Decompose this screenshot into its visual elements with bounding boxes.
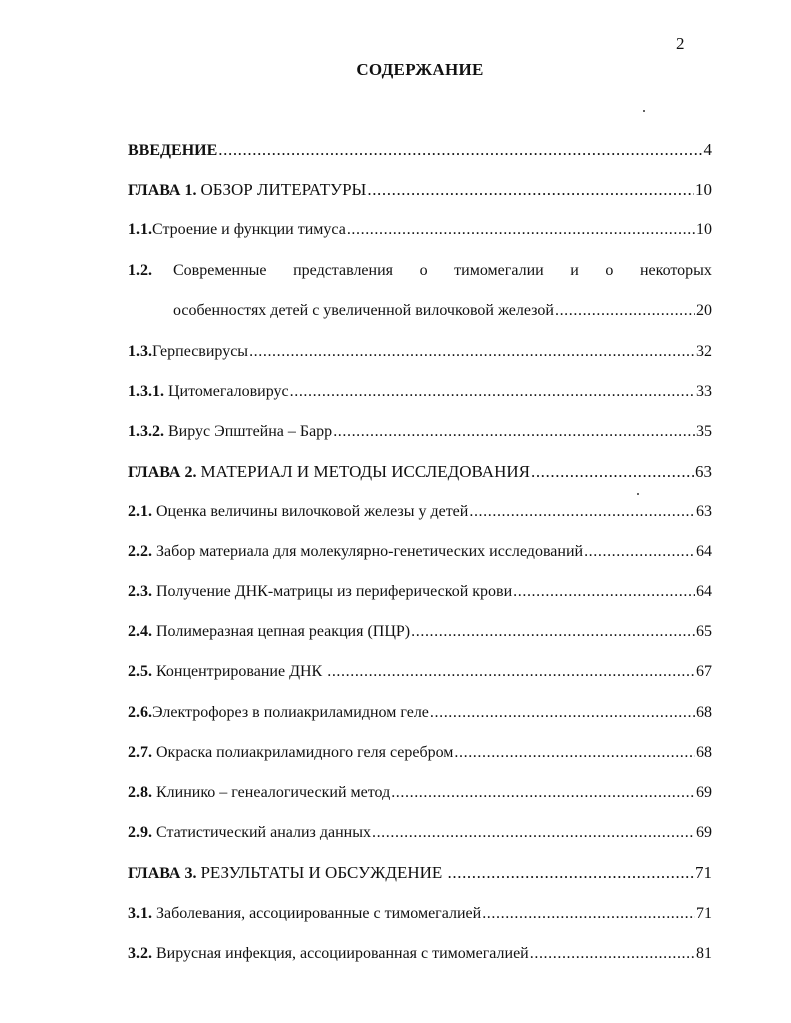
- toc-entry-1-2-line-2: [173, 301, 712, 321]
- toc-entry-label: Вирус Эпштейна – Барр: [168, 423, 333, 440]
- toc-entry-page: 81: [696, 945, 712, 962]
- toc-leader-dots: [448, 863, 694, 883]
- toc-entry-number: 2.5.: [128, 663, 152, 680]
- toc-leader-dots: [482, 904, 695, 924]
- toc-leader-dots: [391, 783, 695, 803]
- toc-entry-page: 68: [696, 704, 712, 721]
- toc-leader-dots: [411, 622, 695, 642]
- toc-entry-1-1: [128, 220, 712, 240]
- toc-entry-page: 20: [696, 302, 712, 319]
- toc-entry-label: МАТЕРИАЛ И МЕТОДЫ ИССЛЕДОВАНИЯ: [200, 462, 530, 481]
- toc-entry-number: 1.2.: [128, 262, 152, 279]
- toc-leader-dots: [584, 542, 695, 562]
- toc-entry-3-2: [128, 944, 712, 964]
- toc-entry-2-9: [128, 823, 712, 843]
- toc-entry-label: Получение ДНК-матрицы из периферической крови: [156, 583, 513, 600]
- toc-entry-label: Электрофорез в полиакриламидном геле: [152, 704, 429, 721]
- toc-entry-number-group: [128, 261, 267, 281]
- toc-entry-label: РЕЗУЛЬТАТЫ И ОБСУЖДЕНИЕ: [200, 863, 447, 882]
- toc-leader-dots: [347, 220, 695, 240]
- toc-entry-introduction: [128, 140, 712, 161]
- toc-entry-number: ВВЕДЕНИЕ: [128, 142, 218, 159]
- toc-entry-label: Вирусная инфекция, ассоциированная с тимомегалией: [156, 945, 529, 962]
- toc-entry-2-3: [128, 582, 712, 602]
- toc-entry-1-3-1: [128, 382, 712, 402]
- toc-leader-dots: [530, 944, 695, 964]
- toc-entry-chapter-3: [128, 863, 712, 884]
- toc-leader-dots: [430, 703, 695, 723]
- toc-entry-label: ОБЗОР ЛИТЕРАТУРЫ: [200, 180, 367, 199]
- toc-leader-dots: [367, 180, 694, 200]
- toc-entry-word: о: [419, 262, 428, 279]
- toc-entry-page: 4: [703, 140, 712, 159]
- toc-entry-number: 2.8.: [128, 784, 152, 801]
- toc-entry-label: Полимеразная цепная реакция (ПЦР): [156, 623, 411, 640]
- toc-leader-dots: [218, 140, 702, 160]
- toc-entry-number: 2.4.: [128, 623, 152, 640]
- toc-entry-1-2-line-1: [128, 261, 712, 281]
- toc-entry-number: 3.2.: [128, 945, 152, 962]
- toc-entry-word: некоторых: [639, 262, 712, 279]
- toc-entry-number: 1.1.: [128, 221, 152, 238]
- toc-entry-page: 33: [696, 383, 712, 400]
- toc-entry-number: 1.3.: [128, 343, 152, 360]
- toc-entry-page: 63: [696, 503, 712, 520]
- toc-entry-label: Статистический анализ данных: [156, 824, 371, 841]
- toc-entry-label: Концентрирование ДНК: [156, 663, 327, 680]
- toc-entry-1-3-2: [128, 422, 712, 442]
- toc-entry-number: 3.1.: [128, 905, 152, 922]
- toc-leader-dots: [555, 301, 695, 321]
- toc-entry-2-2: [128, 542, 712, 562]
- toc-entry-page: 10: [695, 180, 712, 199]
- toc-entry-2-6: [128, 703, 712, 723]
- toc-entry-label: Забор материала для молекулярно-генетических исследований: [156, 543, 584, 560]
- toc-entry-page: 35: [696, 423, 712, 440]
- toc-leader-dots: [333, 422, 695, 442]
- toc-entry-page: 71: [695, 863, 712, 882]
- toc-entry-word: тимомегалии: [454, 262, 544, 279]
- toc-leader-dots: [249, 342, 695, 362]
- toc-entry-3-1: [128, 904, 712, 924]
- scan-speck: [643, 110, 645, 112]
- page-number: 2: [676, 34, 685, 53]
- toc-leader-dots: [290, 382, 695, 402]
- toc-entry-page: 68: [696, 744, 712, 761]
- toc-entry-label: Герпесвирусы: [152, 343, 249, 360]
- toc-entry-page: 64: [696, 543, 712, 560]
- toc-leader-dots: [469, 502, 695, 522]
- toc-entry-label: особенностях детей с увеличенной вилочковой железой: [173, 302, 554, 319]
- toc-entry-number: 2.2.: [128, 543, 152, 560]
- toc-entry-page: 67: [696, 663, 712, 680]
- toc-entry-number: 2.7.: [128, 744, 152, 761]
- toc-entry-number: 2.9.: [128, 824, 152, 841]
- toc-entry-2-8: [128, 783, 712, 803]
- toc-entry-number: 1.3.1.: [128, 383, 164, 400]
- toc-entry-page: 71: [696, 905, 712, 922]
- toc-entry-page: 64: [696, 583, 712, 600]
- toc-leader-dots: [531, 462, 694, 482]
- toc-entry-page: 65: [696, 623, 712, 640]
- toc-entry-chapter-1: [128, 180, 712, 201]
- toc-entry-2-4: [128, 622, 712, 642]
- toc-entry-number: 2.6.: [128, 704, 152, 721]
- toc-entry-page: 10: [696, 221, 712, 238]
- toc-entry-number: 2.3.: [128, 583, 152, 600]
- toc-entry-label: Строение и функции тимуса: [152, 221, 346, 238]
- toc-entry-page: 69: [696, 784, 712, 801]
- toc-entry-number: ГЛАВА 1.: [128, 182, 197, 199]
- toc-entry-number: ГЛАВА 3.: [128, 865, 197, 882]
- toc-entry-number: 1.3.2.: [128, 423, 164, 440]
- toc-leader-dots: [327, 662, 695, 682]
- toc-entry-chapter-2: [128, 462, 712, 483]
- toc-entry-2-1: [128, 502, 712, 522]
- toc-leader-dots: [454, 743, 695, 763]
- toc-entry-word: представления: [293, 262, 394, 279]
- toc-entry-number: ГЛАВА 2.: [128, 464, 197, 481]
- page-title: СОДЕРЖАНИЕ: [356, 60, 484, 79]
- toc-entry-page: 32: [696, 343, 712, 360]
- scan-speck: [637, 493, 639, 495]
- toc-entry-page: 63: [695, 462, 712, 481]
- toc-entry-number: 2.1.: [128, 503, 152, 520]
- toc-entry-2-7: [128, 743, 712, 763]
- toc-entry-word: о: [605, 262, 614, 279]
- toc-entry-label: Заболевания, ассоциированные с тимомегалией: [156, 905, 482, 922]
- toc-entry-1-3: [128, 342, 712, 362]
- toc-entry-word: и: [570, 262, 579, 279]
- toc-entry-label: Клинико – генеалогический метод: [156, 784, 391, 801]
- toc-entry-2-5: [128, 662, 712, 682]
- toc-entry-word: Современные: [173, 262, 267, 279]
- toc-entry-label: Оценка величины вилочковой железы у детей: [156, 503, 469, 520]
- toc-entry-label: Окраска полиакриламидного геля серебром: [156, 744, 454, 761]
- toc-leader-dots: [372, 823, 695, 843]
- toc-entry-label: Цитомегаловирус: [168, 383, 289, 400]
- toc-leader-dots: [513, 582, 695, 602]
- toc-entry-page: 69: [696, 824, 712, 841]
